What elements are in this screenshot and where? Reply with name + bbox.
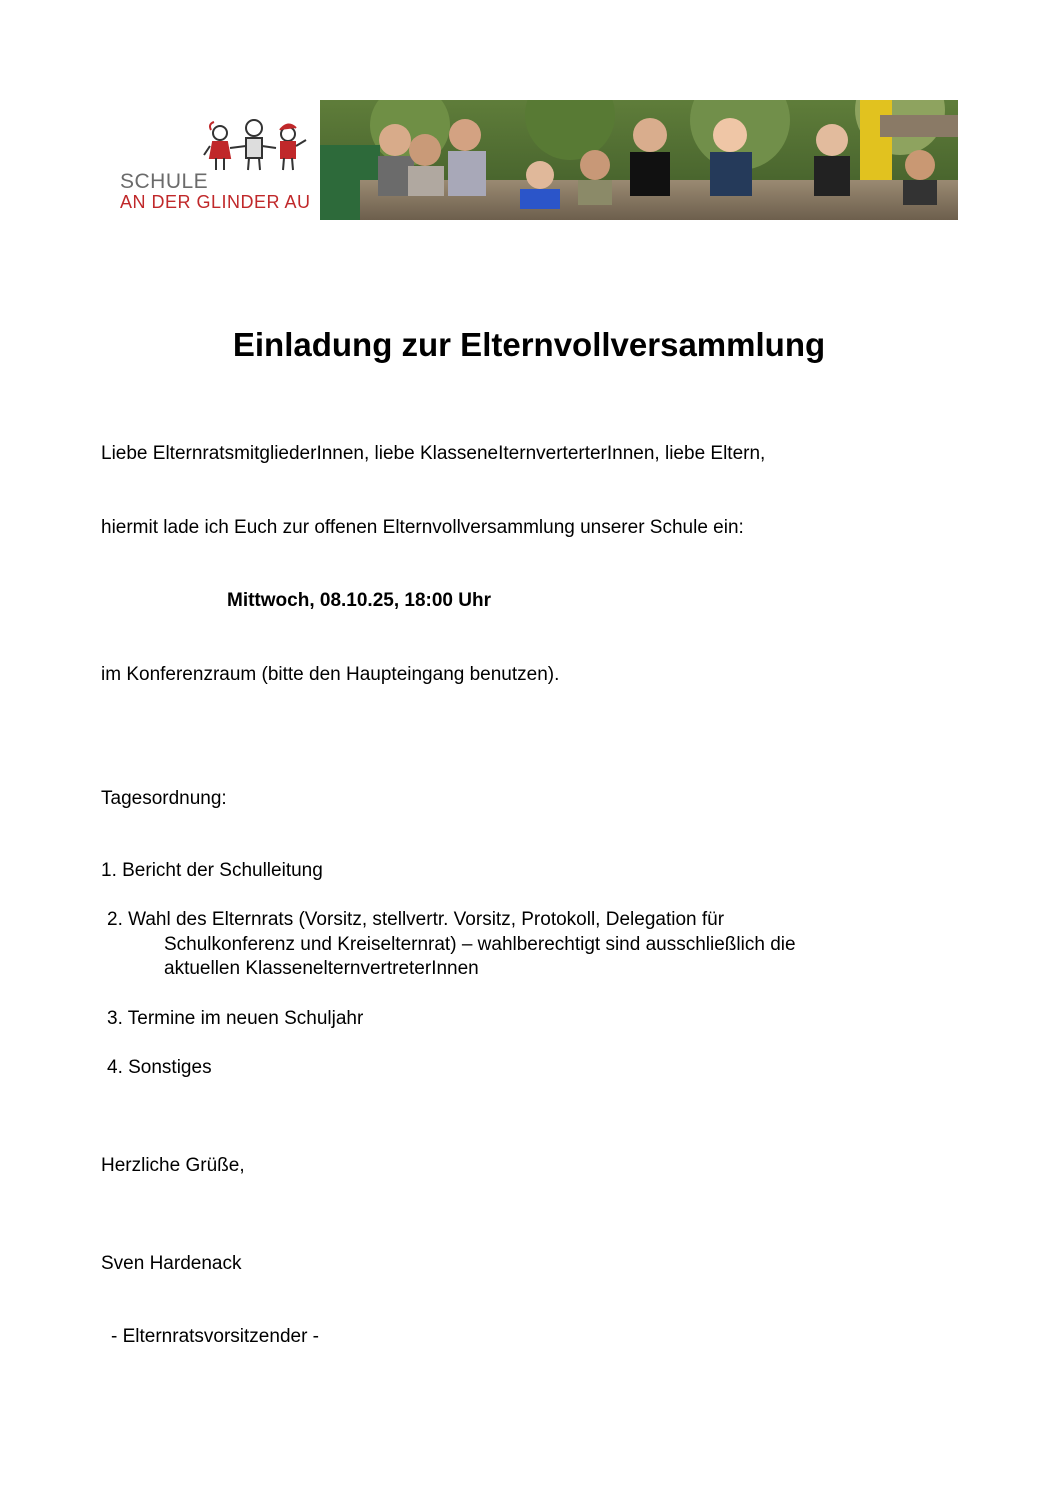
document-title: Einladung zur Elternvollversammlung — [232, 326, 826, 363]
agenda-item-2-line-1: 2. Wahl des Elternrats (Vorsitz, stellvertr. Vorsitz, Protokoll, Delegation für — [107, 909, 725, 930]
logo-text-name: AN DER GLINDER AU — [120, 192, 311, 212]
closing-greeting: Herzliche Grüße, — [101, 1155, 245, 1176]
meeting-date: Mittwoch, 08.10.25, 18:00 Uhr — [227, 590, 491, 611]
header-photo-children — [320, 100, 958, 220]
agenda-item-1: 1. Bericht der Schulleitung — [101, 860, 323, 881]
logo-text-school: SCHULE — [120, 170, 209, 193]
signer-name: Sven Hardenack — [101, 1253, 242, 1274]
greeting: Liebe ElternratsmitgliederInnen, liebe KlasseneIternverterterInnen, liebe Eltern, — [101, 443, 766, 464]
meeting-location: im Konferenzraum (bitte den Haupteingang benutzen). — [101, 664, 560, 685]
intro-text: hiermit lade ich Euch zur offenen Elternvollversammlung unserer Schule ein: — [101, 517, 744, 538]
agenda-heading: Tagesordnung: — [101, 788, 227, 809]
children-figures-logo-icon — [112, 100, 312, 172]
agenda-item-2-line-3: aktuellen KlassenelternvertreterInnen — [164, 958, 479, 979]
agenda-item-4: 4. Sonstiges — [107, 1057, 212, 1078]
agenda-item-2-line-2: Schulkonferenz und Kreiselternrat) – wahlberechtigt sind ausschließlich die — [164, 934, 796, 955]
signer-role: - Elternratsvorsitzender - — [111, 1326, 320, 1347]
children-playground-photo-icon — [320, 100, 958, 220]
agenda-item-3: 3. Termine im neuen Schuljahr — [107, 1008, 364, 1029]
